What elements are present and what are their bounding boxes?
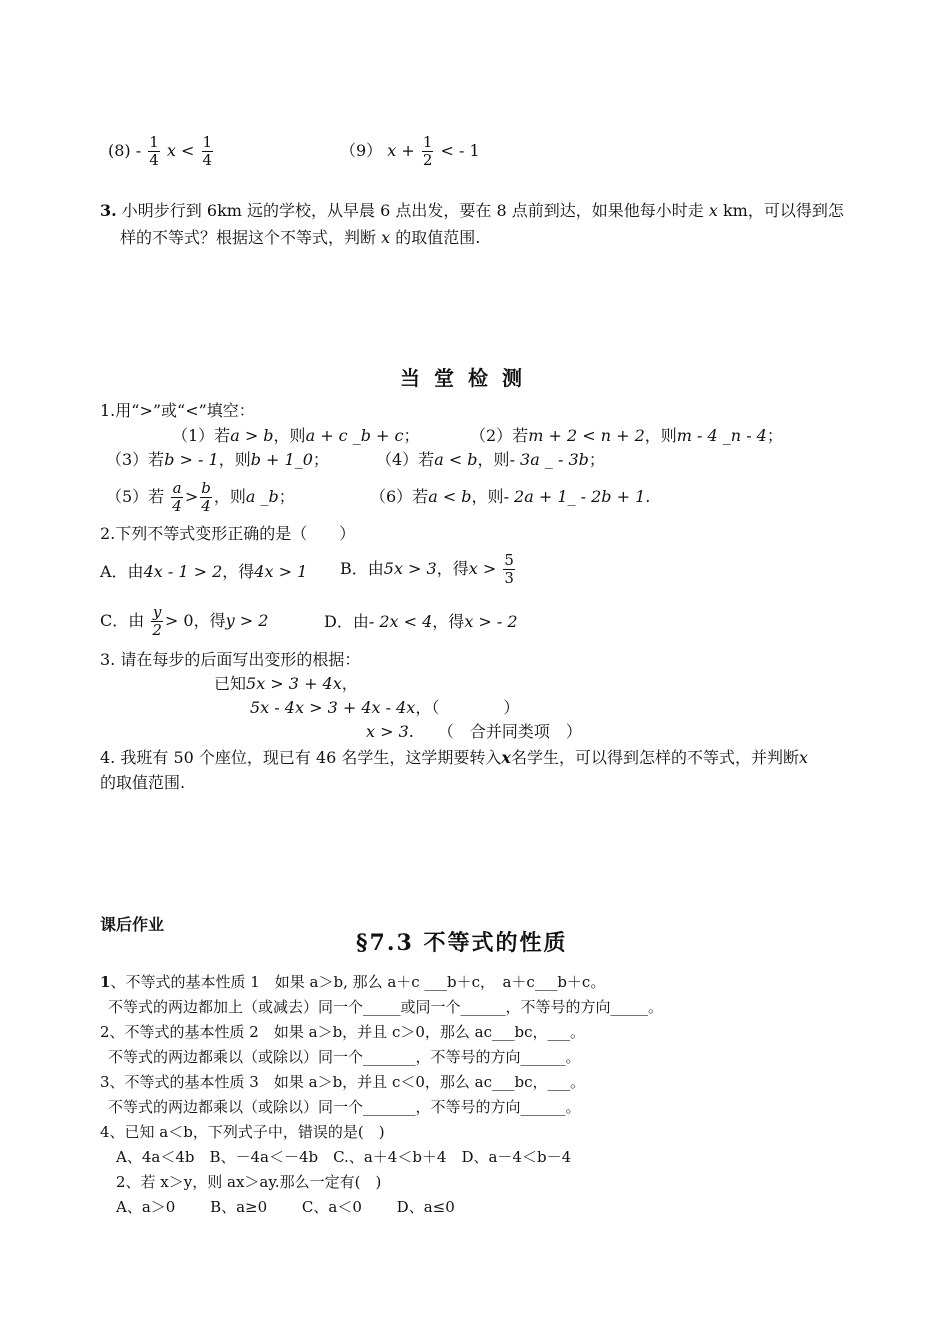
exercise-8-expression: x < (166, 141, 195, 160)
semicolon: ； (588, 450, 605, 469)
blank-expression: a _b (245, 487, 279, 506)
given: - 2x < 4 (368, 612, 433, 631)
problem-3-text-3: 的取值范围. (395, 228, 481, 247)
blank-expression: a + c _b + c (305, 426, 404, 445)
then: ，则 (218, 450, 251, 469)
option-label: C．由 (100, 611, 145, 630)
exercise-8-label: (8) (108, 141, 131, 160)
homework-label: 课后作业 (100, 915, 165, 934)
numerator: y (152, 603, 162, 621)
gt-sign: > (184, 487, 199, 506)
exercise-9-expression: x + (387, 141, 415, 160)
inequality: x > 3 (366, 722, 409, 741)
item-label: （6）若 (370, 487, 429, 506)
option-label: A．由 (100, 562, 144, 581)
check-q3-step-2 (250, 698, 519, 718)
check-q1-item-3 (106, 450, 329, 470)
inequality: 5x - 4x > 3 + 4x - 4x (250, 698, 416, 717)
check-q4-line-2: 的取值范围. (100, 773, 186, 792)
check-q1-item-4 (376, 450, 605, 470)
denominator: 4 (202, 151, 213, 169)
reason-blank: ，（ ） (415, 698, 520, 717)
option-label: D．由 (324, 612, 369, 631)
blank-expression: - 3a _ - 3b (509, 450, 589, 469)
property-statement: 、不等式的基本性质 1 如果 a＞b, 那么 a＋c ___b＋c， a＋c___b＋c。 (110, 973, 606, 991)
problem-text: 4. 我班有 50 个座位，现已有 46 名学生，这学期要转入 (100, 748, 502, 767)
hw-property-1-rule: 不等式的两边都加上（或减去）同一个_____或同一个______，不等号的方向_____。 (108, 998, 664, 1016)
numerator: 5 (504, 551, 514, 569)
result: y > 2 (225, 611, 269, 630)
check-q1-item-2 (470, 426, 783, 446)
problem-3-text-end: km，可以得到怎 (722, 201, 844, 220)
then: ，得 (436, 559, 469, 578)
denominator: 2 (152, 621, 162, 639)
check-q2-option-d (324, 612, 518, 632)
check-q4-line-1 (100, 748, 808, 768)
fraction-y-over-2 (151, 604, 163, 639)
condition: b > - 1 (164, 450, 219, 469)
blank-expression: b + 1_0 (250, 450, 313, 469)
then: ，则 (273, 426, 306, 445)
fraction-a-over-4 (171, 480, 183, 515)
hw-property-3: 3、不等式的基本性质 3 如果 a＞b，并且 c＜0，那么 ac___bc，___。 (100, 1073, 585, 1091)
exercise-8-minus: - (135, 141, 142, 160)
reason: . （ 合并同类项 ） (408, 722, 582, 741)
check-q3-step-3 (366, 722, 582, 742)
then: ，则 (471, 487, 504, 506)
given: > 0 (164, 611, 194, 630)
section-title-check: 当堂检测 (400, 366, 536, 390)
then: ，则 (213, 487, 246, 506)
check-q1-item-6 (370, 487, 650, 507)
denominator: 4 (201, 497, 211, 515)
check-q2-option-c (100, 604, 268, 639)
variable-x: x (501, 748, 511, 767)
problem-3-line-1 (100, 201, 844, 221)
fraction-one-quarter (148, 134, 160, 169)
denominator: 3 (504, 569, 514, 587)
hw-property-1 (100, 972, 605, 992)
exercise-9-label: （9） (340, 141, 383, 160)
numerator: 1 (149, 133, 159, 151)
fraction-one-quarter (202, 134, 214, 169)
condition: a < b (434, 450, 478, 469)
result: x > - 2 (464, 612, 518, 631)
option-label: B．由 (340, 559, 384, 578)
semicolon: ； (766, 426, 783, 445)
hw-property-2: 2、不等式的基本性质 2 如果 a＞b，并且 c＞0，那么 ac___bc，___。 (100, 1023, 585, 1041)
fraction-one-half (422, 134, 434, 169)
then: ，得 (193, 611, 226, 630)
hw-question-4: 4、已知 a＜b，下列式子中，错误的是( ) (100, 1123, 385, 1141)
problem-3-line-2 (120, 228, 480, 248)
hw-question-5-options: A、a＞0 B、a≥0 C、a＜0 D、a≤0 (116, 1198, 455, 1216)
then: ，得 (432, 612, 465, 631)
variable-x: x (381, 228, 391, 247)
hw-property-3-rule: 不等式的两边都乘以（或除以）同一个_______，不等号的方向______。 (108, 1098, 581, 1116)
item-label: （5）若 (106, 487, 165, 506)
check-q1-item-1 (172, 426, 420, 446)
condition: m + 2 < n + 2 (528, 426, 645, 445)
denominator: 4 (149, 151, 159, 169)
check-q2-option-a (100, 562, 307, 582)
exercise-8 (108, 134, 215, 169)
variable-x: x (708, 201, 718, 220)
condition: a < b (428, 487, 472, 506)
fraction-five-thirds (503, 552, 515, 587)
check-q2-head: 2.下列不等式变形正确的是（ ） (100, 524, 356, 543)
semicolon: ； (403, 426, 420, 445)
inequality: 5x > 3 + 4x (246, 674, 342, 693)
item-label: （4）若 (376, 450, 435, 469)
hw-property-2-rule: 不等式的两边都乘以（或除以）同一个_______，不等号的方向______。 (108, 1048, 581, 1066)
result: x > (468, 559, 497, 578)
exercise-9 (340, 134, 480, 169)
problem-3-number: 3. (100, 201, 117, 220)
given-label: 已知 (214, 674, 247, 693)
denominator: 4 (172, 497, 182, 515)
comma: ， (341, 674, 358, 693)
hw-question-5: 2、若 x＞y，则 ax＞ay.那么一定有( ) (116, 1173, 382, 1191)
check-q3-head: 3. 请在每步的后面写出变形的根据： (100, 650, 361, 669)
condition: a > b (230, 426, 274, 445)
given: 4x - 1 > 2 (143, 562, 223, 581)
check-q1-item-5 (106, 480, 295, 515)
hw-question-4-options: A、4a＜4b B、－4a＜－4b C.、a＋4＜b＋4 D、a－4＜b－4 (116, 1148, 572, 1166)
blank-expression: - 2a + 1_ - 2b + 1. (503, 487, 651, 506)
numerator: b (201, 479, 211, 497)
then: ，则 (477, 450, 510, 469)
item-label: （1）若 (172, 426, 231, 445)
check-q3-step-1 (214, 674, 358, 694)
numerator: a (172, 479, 182, 497)
result: 4x > 1 (254, 562, 308, 581)
numerator: 1 (422, 133, 433, 151)
fraction-b-over-4 (200, 480, 212, 515)
item-label: （2）若 (470, 426, 529, 445)
semicolon: ； (312, 450, 329, 469)
then: ，得 (222, 562, 255, 581)
item-label: （3）若 (106, 450, 165, 469)
variable-x: x (798, 748, 809, 767)
blank-expression: m - 4 _n - 4 (676, 426, 767, 445)
denominator: 2 (422, 151, 433, 169)
given: 5x > 3 (383, 559, 437, 578)
homework-title: §7.3 不等式的性质 (356, 930, 568, 956)
check-q1-head: 1.用“>”或“<”填空： (100, 401, 255, 420)
numerator: 1 (202, 133, 213, 151)
problem-text: 名学生，可以得到怎样的不等式，并判断 (510, 748, 799, 767)
exercise-9-rhs: < - 1 (440, 141, 480, 160)
check-q2-option-b (340, 552, 517, 587)
then: ，则 (644, 426, 677, 445)
problem-3-text-2: 样的不等式？根据这个不等式，判断 (120, 228, 377, 247)
problem-3-text: 小明步行到 6km 远的学校，从早晨 6 点出发，要在 8 点前到达，如果他每小时走 (121, 201, 704, 220)
item-number: 1 (100, 973, 111, 991)
semicolon: ； (278, 487, 295, 506)
